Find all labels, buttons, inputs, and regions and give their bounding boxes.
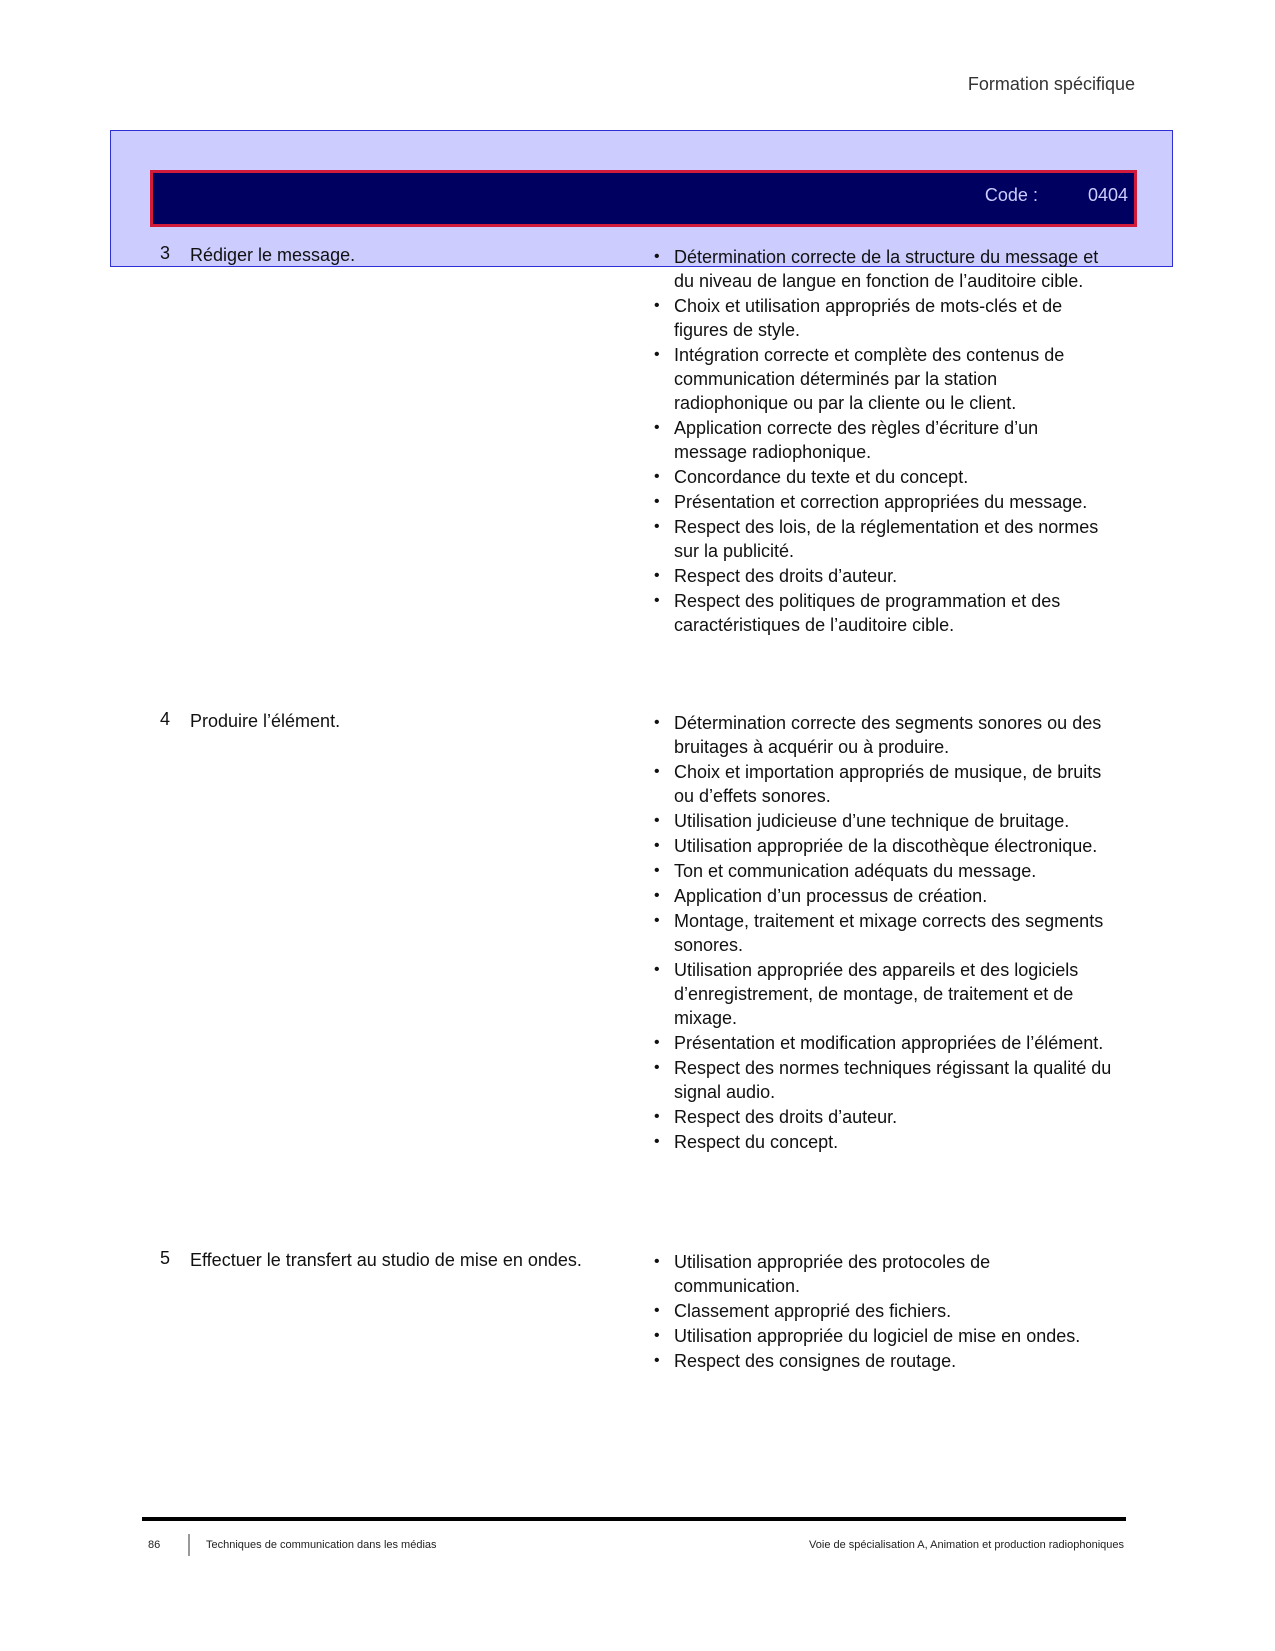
step-number: 5 <box>160 1248 171 1268</box>
list-item: • Utilisation appropriée des protocoles de communication. <box>654 1252 991 1296</box>
list-item: • Intégration correcte et complète des contenus de communication déterminés par la station radiophonique ou par la cliente ou le client. <box>654 345 1065 413</box>
bullet-icon: • <box>654 763 660 780</box>
list-item: • Application d’un processus de création. <box>654 886 988 906</box>
page-footer <box>148 1534 1124 1556</box>
criteria-list <box>652 711 1114 1155</box>
step-number: 4 <box>160 709 171 729</box>
title-bar <box>150 170 1137 227</box>
list-item: • Respect des droits d’auteur. <box>654 566 898 586</box>
list-item: • Montage, traitement et mixage corrects des segments sonores. <box>654 911 1104 955</box>
step-number: 3 <box>160 243 171 263</box>
code-value: 0404 <box>1087 185 1128 205</box>
bullet-icon: • <box>654 518 660 535</box>
bullet-icon: • <box>654 961 660 978</box>
bullet-icon: • <box>654 567 660 584</box>
bullet-icon: • <box>654 1034 660 1051</box>
code-label: Code : <box>984 185 1038 205</box>
list-item: • Concordance du texte et du concept. <box>654 467 969 487</box>
bullet-icon: • <box>654 1059 660 1076</box>
bullet-icon: • <box>654 419 660 436</box>
step-text: Produire l’élément. <box>190 711 341 731</box>
bullet-icon: • <box>654 1108 660 1125</box>
bullet-icon: • <box>654 592 660 609</box>
list-item: • Utilisation judicieuse d’une technique de bruitage. <box>654 811 1070 831</box>
bullet-icon: • <box>654 1133 660 1150</box>
bullet-icon: • <box>654 1327 660 1344</box>
bullet-icon: • <box>654 862 660 879</box>
list-item: • Choix et utilisation appropriés de mots-clés et de figures de style. <box>654 296 1063 340</box>
list-item: • Ton et communication adéquats du message. <box>654 861 1037 881</box>
list-item: • Respect des politiques de programmation et des caractéristiques de l’auditoire cible. <box>654 591 1061 635</box>
list-item: • Respect des normes techniques régissant la qualité du signal audio. <box>654 1058 1112 1102</box>
bullet-icon: • <box>654 346 660 363</box>
list-item: • Présentation et correction appropriées du message. <box>654 492 1088 512</box>
list-item: • Détermination correcte de la structure du message et du niveau de langue en fonction de l’auditoire cible. <box>654 247 1099 291</box>
list-item: • Respect des consignes de routage. <box>654 1351 957 1371</box>
bullet-icon: • <box>654 812 660 829</box>
bullet-icon: • <box>654 1352 660 1369</box>
list-item: • Respect des lois, de la réglementation et des normes sur la publicité. <box>654 517 1099 561</box>
list-item: • Utilisation appropriée du logiciel de mise en ondes. <box>654 1326 1081 1346</box>
criteria-list <box>652 1250 1114 1374</box>
bullet-icon: • <box>654 912 660 929</box>
code-box <box>985 185 1128 206</box>
footer-title: Techniques de communication dans les médias <box>206 1539 437 1551</box>
page-number: 86 <box>148 1539 161 1551</box>
bullet-icon: • <box>654 887 660 904</box>
footer-rule <box>142 1517 1126 1521</box>
list-item: • Respect des droits d’auteur. <box>654 1107 898 1127</box>
list-item: • Détermination correcte des segments sonores ou des bruitages à acquérir ou à produire. <box>654 713 1102 757</box>
bullet-icon: • <box>654 837 660 854</box>
bullet-icon: • <box>654 468 660 485</box>
list-item: • Application correcte des règles d’écriture d’un message radiophonique. <box>654 418 1039 462</box>
list-item: • Présentation et modification appropriées de l’élément. <box>654 1033 1104 1053</box>
list-item: • Choix et importation appropriés de musique, de bruits ou d’effets sonores. <box>654 762 1102 806</box>
bullet-icon: • <box>654 1302 660 1319</box>
footer-separator <box>188 1534 190 1556</box>
list-item: • Classement approprié des fichiers. <box>654 1301 952 1321</box>
bullet-icon: • <box>654 493 660 510</box>
bullet-icon: • <box>654 714 660 731</box>
list-item: • Utilisation appropriée de la discothèque électronique. <box>654 836 1098 856</box>
footer-right: Voie de spécialisation A, Animation et production radiophoniques <box>809 1539 1124 1551</box>
criteria-list <box>652 245 1114 638</box>
bullet-icon: • <box>654 297 660 314</box>
step-text: Rédiger le message. <box>190 245 356 265</box>
step-text: Effectuer le transfert au studio de mise en ondes. <box>190 1250 582 1270</box>
list-item: • Utilisation appropriée des appareils et des logiciels d’enregistrement, de montage, de traitement et de mixage. <box>654 960 1079 1028</box>
bullet-icon: • <box>654 248 660 265</box>
bullet-icon: • <box>654 1253 660 1270</box>
section-header: Formation spécifique <box>967 74 1135 94</box>
list-item: • Respect du concept. <box>654 1132 839 1152</box>
